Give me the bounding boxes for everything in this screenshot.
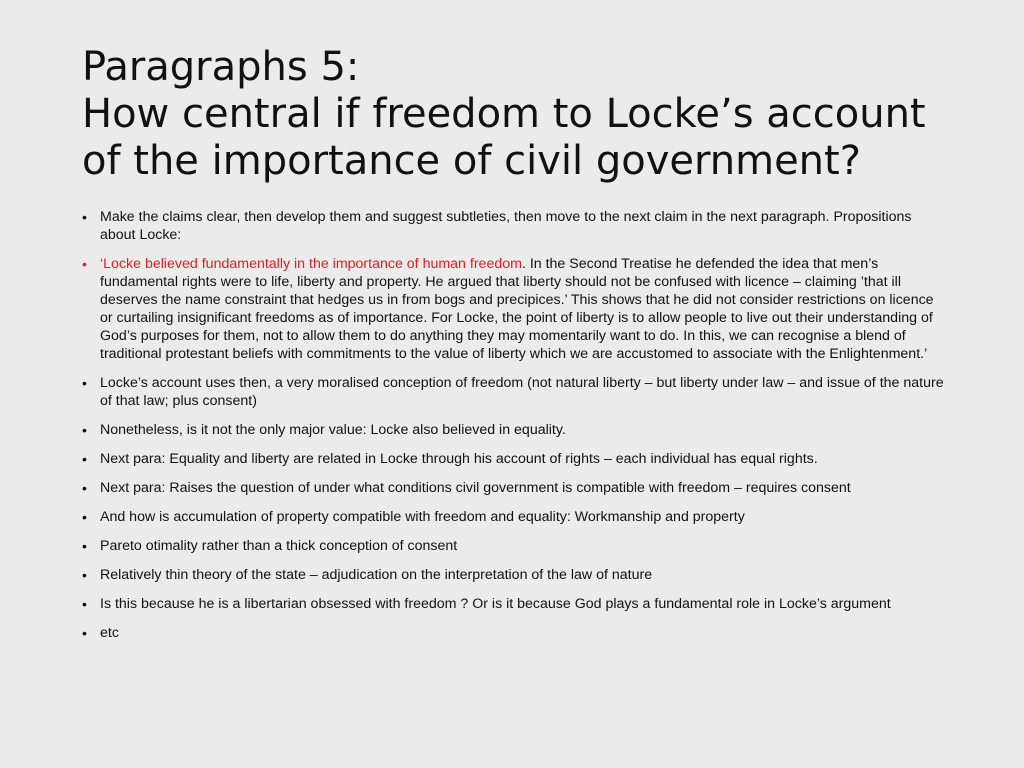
bullet-text: Make the claims clear, then develop them and suggest subtleties, then move to the next claim in the next paragraph. Propositions about Locke: bbox=[100, 209, 912, 243]
bullet-text: Relatively thin theory of the state – adjudication on the interpretation of the law of nature bbox=[100, 567, 653, 583]
title-line: Paragraphs 5: bbox=[82, 44, 360, 90]
bullet-item bbox=[82, 421, 944, 439]
bullet-item bbox=[82, 537, 944, 555]
bullet-item bbox=[82, 374, 944, 410]
highlighted-claim: ‘Locke believed fundamentally in the importance of human freedom bbox=[100, 256, 522, 272]
bullet-item bbox=[82, 208, 944, 244]
bullet-item bbox=[82, 255, 944, 363]
bullet-marker: • bbox=[82, 509, 87, 525]
bullet-text: Pareto otimality rather than a thick conception of consent bbox=[100, 538, 458, 554]
bullet-text: Locke’s account uses then, a very moralised conception of freedom (not natural liberty – but liberty under law – and issue of the nature of that law; plus consent) bbox=[100, 375, 944, 409]
bullet-item bbox=[82, 450, 944, 468]
bullet-marker: • bbox=[82, 625, 87, 641]
bullet-marker: • bbox=[82, 375, 87, 391]
bullet-marker: • bbox=[82, 538, 87, 554]
slide-title bbox=[82, 44, 982, 185]
bullet-item bbox=[82, 624, 944, 642]
bullet-marker: • bbox=[82, 209, 87, 225]
bullet-item bbox=[82, 566, 944, 584]
bullet-marker: • bbox=[82, 480, 87, 496]
bullet-item bbox=[82, 479, 944, 497]
bullet-marker: • bbox=[82, 422, 87, 438]
bullet-text: And how is accumulation of property compatible with freedom and equality: Workmanship and property bbox=[100, 509, 745, 525]
bullet-text: Is this because he is a libertarian obsessed with freedom ? Or is it because God plays a fundamental role in Locke’s argument bbox=[100, 596, 891, 612]
bullet-marker: • bbox=[82, 451, 87, 467]
bullet-marker: • bbox=[82, 567, 87, 583]
bullet-marker: • bbox=[82, 256, 87, 272]
bullet-item bbox=[82, 595, 944, 613]
bullet-item bbox=[82, 508, 944, 526]
title-line: of the importance of civil government? bbox=[82, 138, 861, 184]
bullet-text: . In the Second Treatise he defended the idea that men’s fundamental rights were to life, liberty and property. He argued that liberty should not be confused with licence – claiming ’that ill deserves the name constraint that hedges us in from bogs and precipices.’ This shows that he did not consider restrictions on licence or curtailing insignificant freedoms as of importance. For Locke, the point of liberty is to allow people to live out their understanding of God’s purposes for them, not to allow them to do anything they may momentarily want to do. In this, we can recognise a blend of traditional protestant beliefs with commitments to the value of liberty which we are accustomed to associate with the Enlightenment.’ bbox=[100, 256, 934, 362]
bullet-marker: • bbox=[82, 596, 87, 612]
bullet-list bbox=[82, 208, 944, 653]
bullet-text: Next para: Equality and liberty are related in Locke through his account of rights – each individual has equal rights. bbox=[100, 451, 818, 467]
bullet-text: Nonetheless, is it not the only major value: Locke also believed in equality. bbox=[100, 422, 566, 438]
bullet-text: Next para: Raises the question of under what conditions civil government is compatible with freedom – requires consent bbox=[100, 480, 851, 496]
title-line: How central if freedom to Locke’s account bbox=[82, 91, 926, 137]
bullet-text: etc bbox=[100, 625, 119, 641]
